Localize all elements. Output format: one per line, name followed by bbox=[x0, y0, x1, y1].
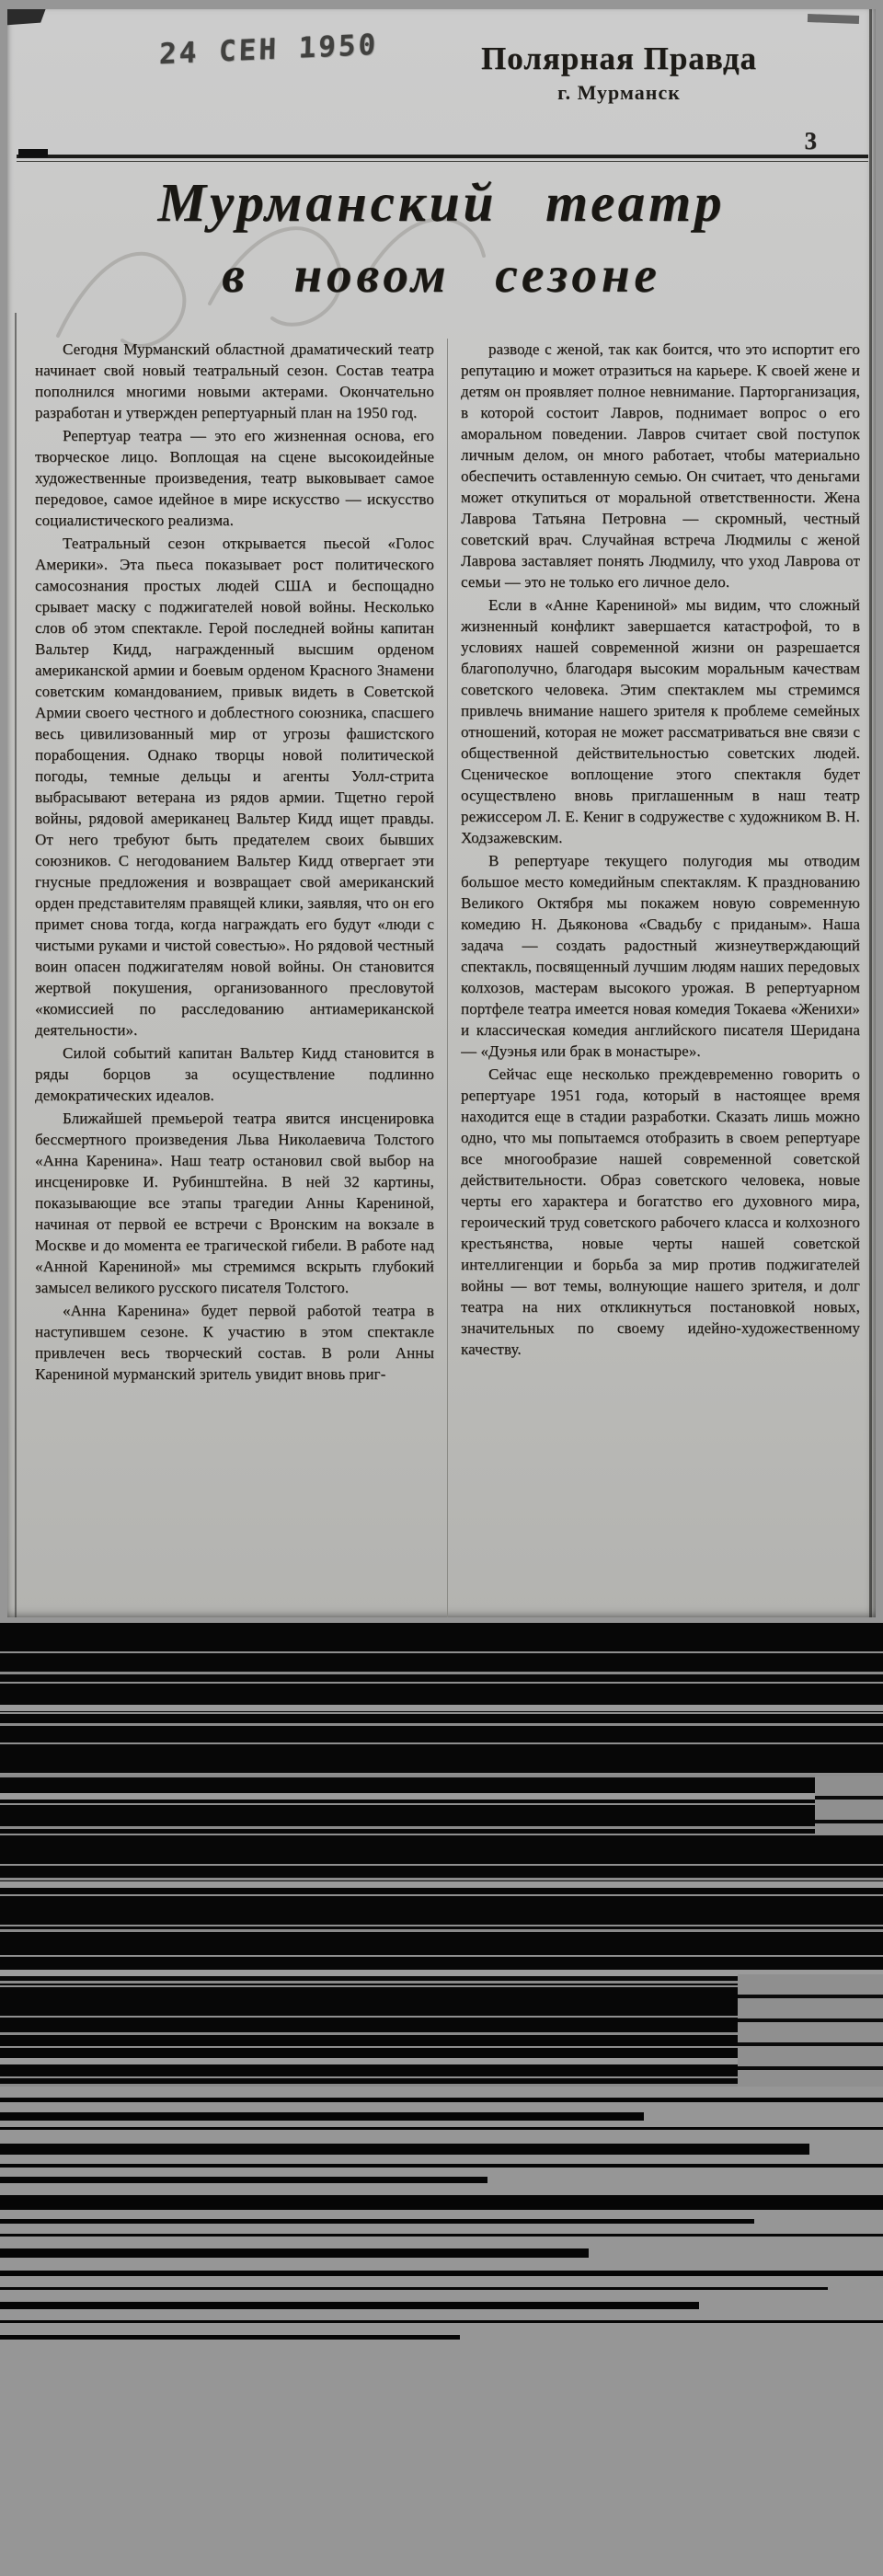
column-divider bbox=[447, 339, 448, 1617]
artifact-bar bbox=[0, 2320, 883, 2323]
article-paragraph: Ближайшей премьерой театра явится инсценировка бессмертного произведения Льва Николаевича Толстого «Анна Каренина». Наш театр остановил свой выбор на инсценировке И. Рубинштейна. В ней 32 картины, показывающие все этапы трагедии Анны Карениной, начиная от первой ее встречи с Вронским на вокзале в Москве и до момента ее трагической гибели. В работе над «Анной Карениной» мы стремимся вскрыть глубокий замысел великого русского писателя Толстого. bbox=[35, 1110, 434, 1296]
artifact-bar bbox=[0, 2177, 487, 2183]
article-paragraph: Силой событий капитан Вальтер Кидд становится в ряды борцов за осуществление подлинно демократических идеалов. bbox=[35, 1044, 434, 1104]
artifact-bar bbox=[0, 2144, 809, 2155]
article-paragraph: Сегодня Мурманский областной драматический театр начинает свой новый театральный сезон. Состав театра пополнился многими новыми актерами. Окончательно разработан и утвержден репертуарный план на 1950 год. bbox=[35, 340, 434, 421]
separator-rule bbox=[17, 155, 868, 162]
newspaper-title: Полярная Правда bbox=[480, 40, 758, 76]
artifact-bar bbox=[0, 2219, 754, 2224]
rule-cap bbox=[18, 149, 48, 157]
article-paragraph: В репертуаре текущего полугодия мы отводим большое место комедийным спектаклям. К празднованию Великого Октября мы покажем новую современную комедию Н. Дьяконова «Свадьбу с приданым». Наша задача — создать радостный жизнеутверждающий спектакль, посвященный лучшим людям наших передовых колхозов, мастерам высокого урожая. В репертуарном портфеле театра имеется новая комедия Токаева «Женихи» и классическая комедия английского писателя Шеридана — «Дуэнья или брак в монастыре». bbox=[461, 852, 860, 1060]
headline bbox=[7, 171, 876, 304]
artifact-bar bbox=[0, 2195, 883, 2210]
scan-artifact-patch bbox=[815, 1776, 883, 1834]
corner-smudge-mark bbox=[808, 14, 859, 24]
article-columns bbox=[35, 339, 861, 1617]
page-number: 3 bbox=[804, 127, 817, 155]
artifact-bar bbox=[0, 2335, 460, 2340]
corner-tear-mark bbox=[7, 9, 48, 26]
artifact-bar bbox=[0, 2127, 883, 2130]
artifact-bar bbox=[0, 2098, 883, 2102]
article-paragraph: «Анна Каренина» будет первой работой театра в наступившем сезоне. К участию в этом спектакле привлечен весь творческий состав. В роли Анны Карениной мурманский зритель увидит вновь приг- bbox=[35, 1302, 434, 1383]
newspaper-city: г. Мурманск bbox=[557, 81, 681, 104]
clipping-left-edge bbox=[15, 313, 17, 1617]
newspaper-clipping bbox=[7, 9, 876, 1617]
artifact-bar bbox=[0, 2234, 883, 2237]
artifact-bar bbox=[0, 2248, 589, 2258]
article-paragraph: Театральный сезон открывается пьесой «Голос Америки». Эта пьеса показывает рост политического самосознания простых людей США и беспощадно срывает маску с поджигателей новой войны. Несколько слов об этом спектакле. Герой последней войны капитан Вальтер Кидд, награжденный высшим орденом американской армии и боевым орденом Красного Знамени советским командованием, привык видеть в Советской Армии своего честного и доблестного союзника, спасшего весь цивилизованный мир от угрозы фашистского порабощения. Однако творцы новой политической погоды, темные дельцы и агенты Уолл-стрита выбрасывают ветерана из рядов армии. Тщетно герой войны, рядовой американец Вальтер Кидд ищет правды. От него требуют быть предателем своих бывших союзников. С негодованием Вальтер Кидд отвергает эти гнусные предложения и возвращает свой американский орден представителям правящей клики, заявляя, что он его примет снова тогда, когда награждать его будут «люди с чистыми руками и чистой совестью». Но рядовой честный воин опасен поджигателям новой войны. Он становится жертвой покушения, организованного пресловутой «комиссией по расследованию антиамериканской деятельности». bbox=[35, 535, 434, 1039]
article-paragraph: Репертуар театра — это его жизненная основа, его творческое лицо. Воплощая на сцене высокоидейные художественные произведения, театр выковывает самое передовое, самое идейное в мире искусство — искусство социалистического реализма. bbox=[35, 427, 434, 529]
headline-line2: в новом сезоне bbox=[222, 247, 661, 303]
masthead bbox=[449, 40, 789, 105]
headline-line1: Мурманский театр bbox=[157, 172, 726, 233]
artifact-bar bbox=[0, 2112, 644, 2121]
artifact-bar bbox=[0, 2271, 883, 2276]
column-left bbox=[35, 339, 434, 1617]
column-right bbox=[461, 339, 860, 1617]
artifact-bar bbox=[0, 2164, 883, 2168]
artifact-bar bbox=[0, 2287, 828, 2290]
artifact-bar bbox=[0, 2302, 699, 2309]
date-stamp: 24 СЕН 1950 bbox=[158, 28, 379, 72]
article-paragraph: разводе с женой, так как боится, что это испортит его репутацию и может отразиться на карьере. К своей жене и детям он проявляет полное невнимание. Парторганизация, в которой состоит Лавров, поднимает вопрос о его аморальном поведении. Лавров считает свой поступок личным делом, он много работает, чтобы материально обеспечить оставленную семью. Он считает, что деньгами может откупиться от моральной ответственности. Жена Лаврова Татьяна Петровна — скромный, честный советский врач. Случайная встреча Людмилы с женой Лаврова заставляет понять Людмилу, что уход Лаврова от семьи — это не только его личное дело. bbox=[461, 340, 860, 591]
article-paragraph: Если в «Анне Карениной» мы видим, что сложный жизненный конфликт завершается катастрофой, то в условиях нашей современной жизни он разрешается благополучно, благодаря высоким моральным качествам советского человека. Этим спектаклем мы стремимся привлечь внимание нашего зрителя к проблеме семейных отношений, которая не может рассматриваться вне связи с общественной действительностью советских людей. Сценическое воплощение этого спектакля будет осуществлено вновь приглашенным в наш театр режиссером Л. Е. Кениг в содружестве с художником В. Н. Ходзажевским. bbox=[461, 596, 860, 846]
scan-artifact-patch bbox=[738, 1974, 883, 2087]
article-paragraph: Сейчас еще несколько преждевременно говорить о репертуаре 1951 года, который в настоящее время находится еще в стадии разработки. Сказать лишь можно одно, что мы попытаемся отобразить в своем репертуаре все многообразие нашей современной советской действительности. Образ советского человека, новые черты его характера и богатство его духовного мира, героический труд советского рабочего класса и колхозного крестьянства, новые черты нашей советской интеллигенции и борьба за мир против поджигателей войны — вот темы, волнующие нашего зрителя, и долг театра на них откликнуться постановкой новых, значительных по своему идейно-художественному качеству. bbox=[461, 1065, 860, 1358]
